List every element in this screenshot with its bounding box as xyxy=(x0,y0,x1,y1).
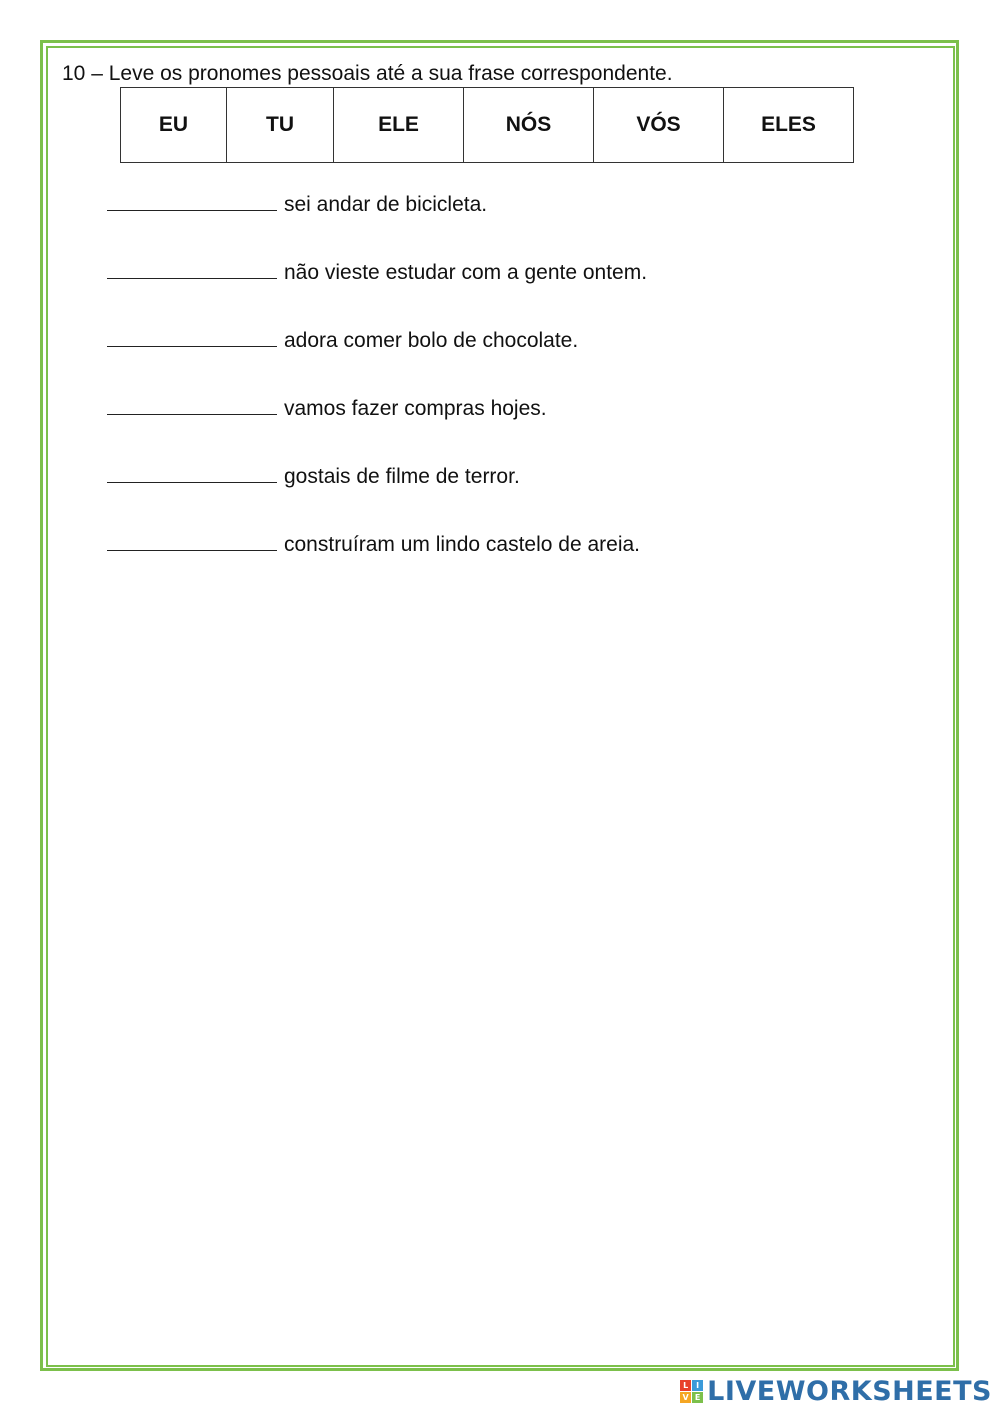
sentence-text: gostais de filme de terror. xyxy=(284,465,520,488)
logo-letter-v: V xyxy=(680,1392,691,1403)
answer-blank-5[interactable] xyxy=(107,460,277,483)
sentence-text: não vieste estudar com a gente ontem. xyxy=(284,261,648,284)
pronoun-card-eu[interactable]: EU xyxy=(121,88,227,163)
sentence-item xyxy=(107,392,647,460)
sentence-text: construíram um lindo castelo de areia. xyxy=(284,533,641,556)
sentence-text: sei andar de bicicleta. xyxy=(284,193,488,216)
pronoun-card-ele[interactable]: ELE xyxy=(334,88,464,163)
liveworksheets-logo xyxy=(680,1376,992,1407)
pronoun-card-tu[interactable]: TU xyxy=(227,88,334,163)
answer-blank-4[interactable] xyxy=(107,392,277,415)
answer-blank-3[interactable] xyxy=(107,324,277,347)
sentence-text: adora comer bolo de chocolate. xyxy=(284,329,579,352)
sentence-item xyxy=(107,324,647,392)
sentence-item xyxy=(107,256,647,324)
logo-letter-i: I xyxy=(692,1380,703,1391)
pronoun-card-eles[interactable]: ELES xyxy=(724,88,854,163)
pronoun-row xyxy=(121,88,854,163)
pronoun-card-nos[interactable]: NÓS xyxy=(464,88,594,163)
answer-blank-6[interactable] xyxy=(107,528,277,551)
answer-blank-1[interactable] xyxy=(107,188,277,211)
sentence-item xyxy=(107,528,647,596)
logo-letter-l: L xyxy=(680,1380,691,1391)
sentence-list xyxy=(107,188,647,596)
sentence-item xyxy=(107,460,647,528)
logo-letter-e: E xyxy=(692,1392,703,1403)
pronoun-table xyxy=(120,87,854,163)
exercise-instruction: 10 – Leve os pronomes pessoais até a sua frase correspondente. xyxy=(62,62,673,85)
logo-text: LIVEWORKSHEETS xyxy=(707,1376,992,1407)
sentence-item xyxy=(107,188,647,256)
logo-blocks-icon xyxy=(680,1380,703,1403)
answer-blank-2[interactable] xyxy=(107,256,277,279)
pronoun-card-vos[interactable]: VÓS xyxy=(594,88,724,163)
sentence-text: vamos fazer compras hojes. xyxy=(284,397,547,420)
